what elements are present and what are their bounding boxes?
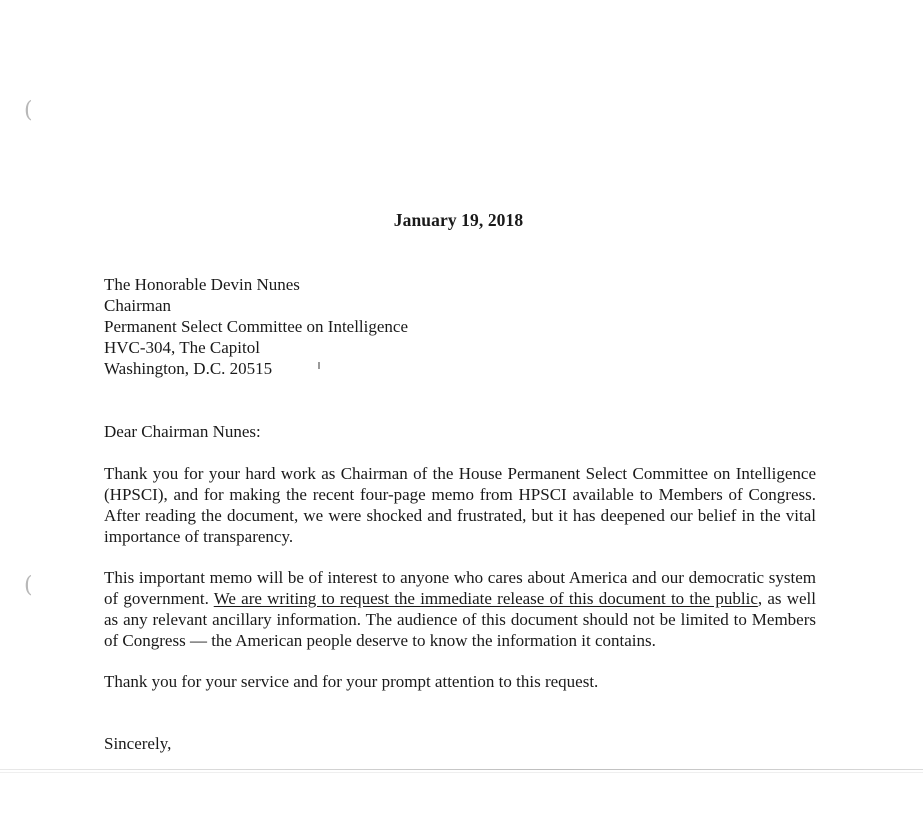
paragraph-request <box>104 567 816 651</box>
closing: Sincerely, <box>104 734 172 753</box>
recipient-name: The Honorable Devin Nunes <box>104 275 300 294</box>
recipient-city: Washington, D.C. 20515 <box>104 359 273 378</box>
letter-date: January 19, 2018 <box>393 210 524 230</box>
recipient-office: HVC-304, The Capitol <box>104 338 260 357</box>
page-fold-shadow <box>0 772 923 773</box>
scan-hole-mark-top: ( <box>24 98 33 123</box>
underlined-request: We are writing to request the immediate release of this document to the public <box>213 589 758 608</box>
paragraph-thanks: Thank you for your hard work as Chairman of the House Permanent Select Committee on Intelligence (HPSCI), and for making the recent four-page memo from HPSCI available to Members of Congress. After reading the document, we were shocked and frustrated, but it has deepened our belief in the vital importance of transparency. <box>104 464 816 546</box>
scan-hole-mark-bottom: ( <box>24 573 33 598</box>
paragraph-request-rest: , as well as any relevant ancillary information. The audience of this document should not be limited to Members of Congress — the American people deserve to know the information it contains. <box>104 589 816 650</box>
page-fold-line <box>0 769 923 770</box>
recipient-committee: Permanent Select Committee on Intelligence <box>104 317 409 336</box>
paragraph-request-intro: This important memo will be of interest to anyone who cares about America and our democratic system of government. <box>104 568 816 608</box>
recipient-address-block <box>104 274 408 379</box>
paragraph-closing-thanks: Thank you for your service and for your prompt attention to this request. <box>104 672 599 691</box>
recipient-title: Chairman <box>104 296 172 315</box>
salutation: Dear Chairman Nunes: <box>104 422 261 441</box>
